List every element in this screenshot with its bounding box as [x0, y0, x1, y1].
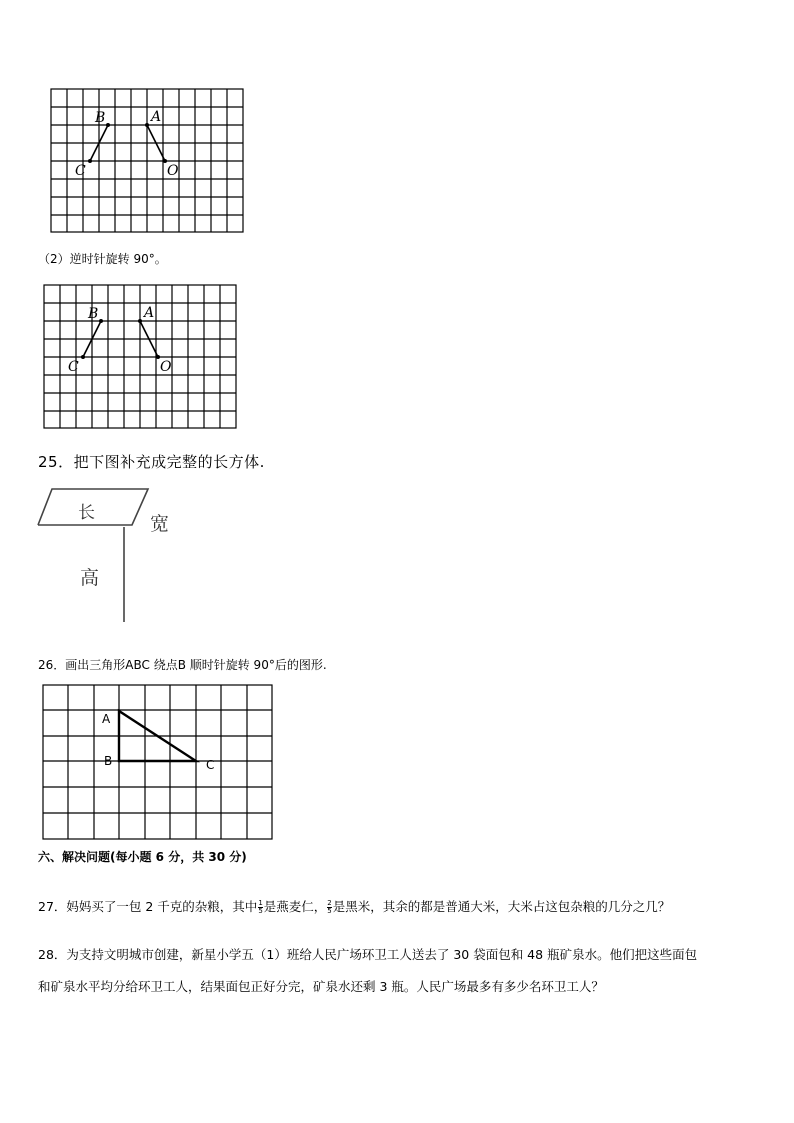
question-25-text: 25．把下图补充成完整的长方体.: [38, 453, 265, 471]
question-27-part-1: 27．妈妈买了一包 2 千克的杂粮，其中: [38, 899, 258, 914]
fraction-black-rice: [327, 900, 331, 915]
grid-figure-1: [50, 88, 244, 234]
section-6-heading: 六、解决问题(每小题 6 分，共 30 分): [38, 850, 247, 864]
grid-1-svg: [50, 88, 244, 234]
fraction-oats-numerator: 1: [258, 899, 263, 907]
question-27-part-2: 是燕麦仁，: [263, 899, 327, 914]
question-27-part-3: 是黑米，其余的都是普通大米，大米占这包杂粮的几分之几？: [332, 899, 671, 914]
grid-figure-2: [43, 284, 237, 430]
grid-2-label-o: O: [160, 359, 172, 375]
question-27: [38, 894, 670, 920]
label-height: 高: [80, 567, 100, 589]
cuboid-svg: [36, 484, 196, 626]
grid-1-label-b: B: [95, 110, 106, 126]
question-28: [38, 942, 764, 1000]
grid-2-lines: [44, 285, 236, 428]
triangle-grid-figure: [42, 684, 274, 842]
grid-1-label-o: O: [167, 163, 179, 179]
question-28-line-1: 28．为支持文明城市创建，新星小学五（1）班给人民广场环卫工人送去了 30 袋面包和 48 瓶矿泉水。他们把这些面包: [38, 947, 698, 962]
fraction-oats-denominator: 5: [258, 907, 263, 915]
question-26-text: 26．画出三角形ABC 绕点B 顺时针旋转 90°后的图形.: [38, 658, 327, 672]
grid-2-svg: [43, 284, 237, 430]
triangle-label-a: A: [102, 712, 111, 726]
label-width: 宽: [150, 513, 170, 535]
grid-1-label-a: A: [151, 109, 162, 125]
grid-2-label-c: C: [68, 359, 79, 375]
grid-2-label-b: B: [88, 306, 99, 322]
question-24-part-2: （2）逆时针旋转 90°。: [38, 252, 167, 266]
fraction-black-rice-denominator: 5: [327, 907, 332, 915]
fraction-oats: [258, 900, 262, 915]
question-28-line-2: 和矿泉水平均分给环卫工人，结果面包正好分完，矿泉水还剩 3 瓶。人民广场最多有多少名环卫工人？: [38, 979, 604, 994]
label-length: 长: [78, 503, 95, 523]
grid-1-lines: [51, 89, 243, 232]
triangle-label-c: C: [206, 758, 215, 772]
triangle-grid-svg: [42, 684, 274, 842]
grid-1-label-c: C: [75, 163, 86, 179]
grid-2-label-a: A: [144, 305, 155, 321]
triangle-label-b: B: [104, 754, 113, 768]
fraction-black-rice-numerator: 2: [327, 899, 332, 907]
cuboid-figure: [36, 484, 196, 626]
